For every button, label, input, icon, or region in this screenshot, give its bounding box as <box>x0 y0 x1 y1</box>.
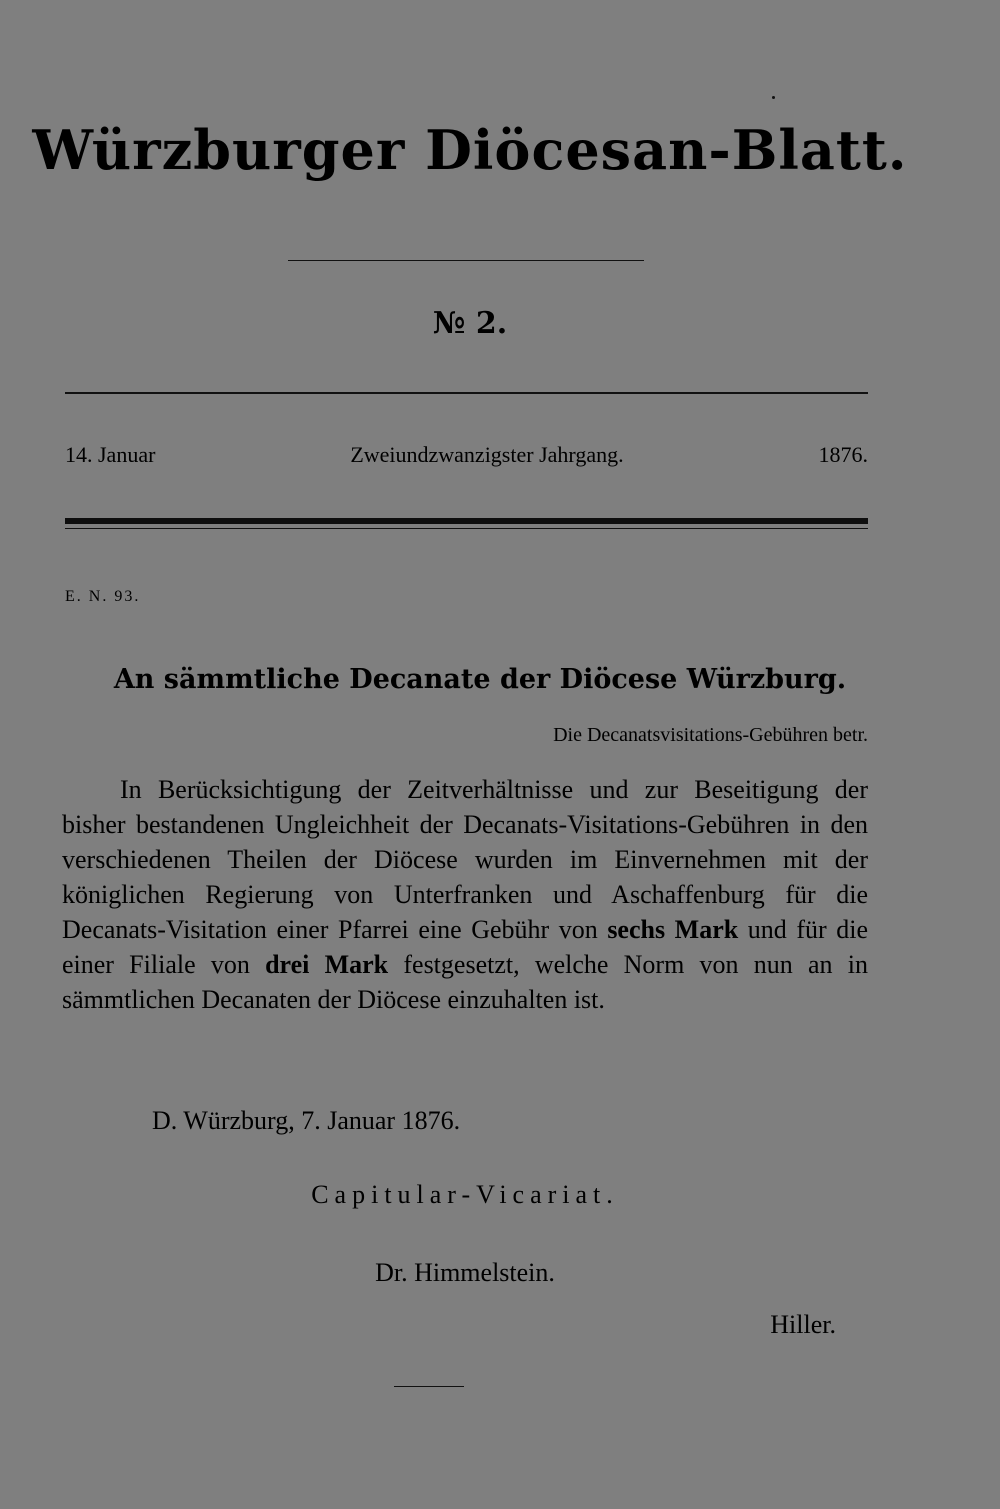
masthead-title: Würzburger Diöcesan-Blatt. <box>32 118 908 182</box>
issuing-authority: Capitular-Vicariat. <box>311 1180 619 1209</box>
print-speck <box>772 96 775 99</box>
section-heading: An sämmtliche Decanate der Diöcese Würzburg. <box>113 664 847 695</box>
issue-number: № 2. <box>432 306 508 341</box>
body-emphasis-1: sechs Mark <box>607 915 739 944</box>
volume-label: Zweiundzwanzigster Jahrgang. <box>350 442 624 467</box>
issue-date: 14. Januar <box>65 442 156 467</box>
masthead-rule <box>288 260 644 261</box>
dateline-thin-rule <box>65 528 868 529</box>
body-text-part-2: und für die einer Filiale von <box>62 915 868 979</box>
subject-line: Die Decanatsvisitations-Gebühren betr. <box>553 724 868 746</box>
body-text-part-1: In Berücksichtigung der Zeitverhältnisse und zur Beseitigung der bisher bestandenen Ungleichheit der Decanats-Visitations-Gebühren in den verschiedenen Theilen der Diöcese wurden im Einvernehmen mit der königlichen Regierung von Unterfranken und Aschaffenburg für die Decanats-Visitation einer Pfarrei eine Gebühr von <box>62 775 868 944</box>
body-paragraph <box>62 772 868 1017</box>
body-emphasis-2: drei Mark <box>265 950 389 979</box>
closing-rule <box>394 1386 464 1387</box>
dateline-top-rule <box>65 392 868 394</box>
place-date-line: D. Würzburg, 7. Januar 1876. <box>152 1106 461 1135</box>
body-text-part-3: festgesetzt, welche Norm von nun an in sämmtlichen Decanaten der Diöcese einzuhalten ist. <box>62 950 868 1014</box>
issue-year: 1876. <box>818 442 868 467</box>
reference-number: E. N. 93. <box>65 588 141 605</box>
dateline <box>65 442 868 468</box>
secretary: Hiller. <box>770 1310 836 1339</box>
dateline-thick-rule <box>65 518 868 524</box>
signatory: Dr. Himmelstein. <box>375 1258 555 1287</box>
